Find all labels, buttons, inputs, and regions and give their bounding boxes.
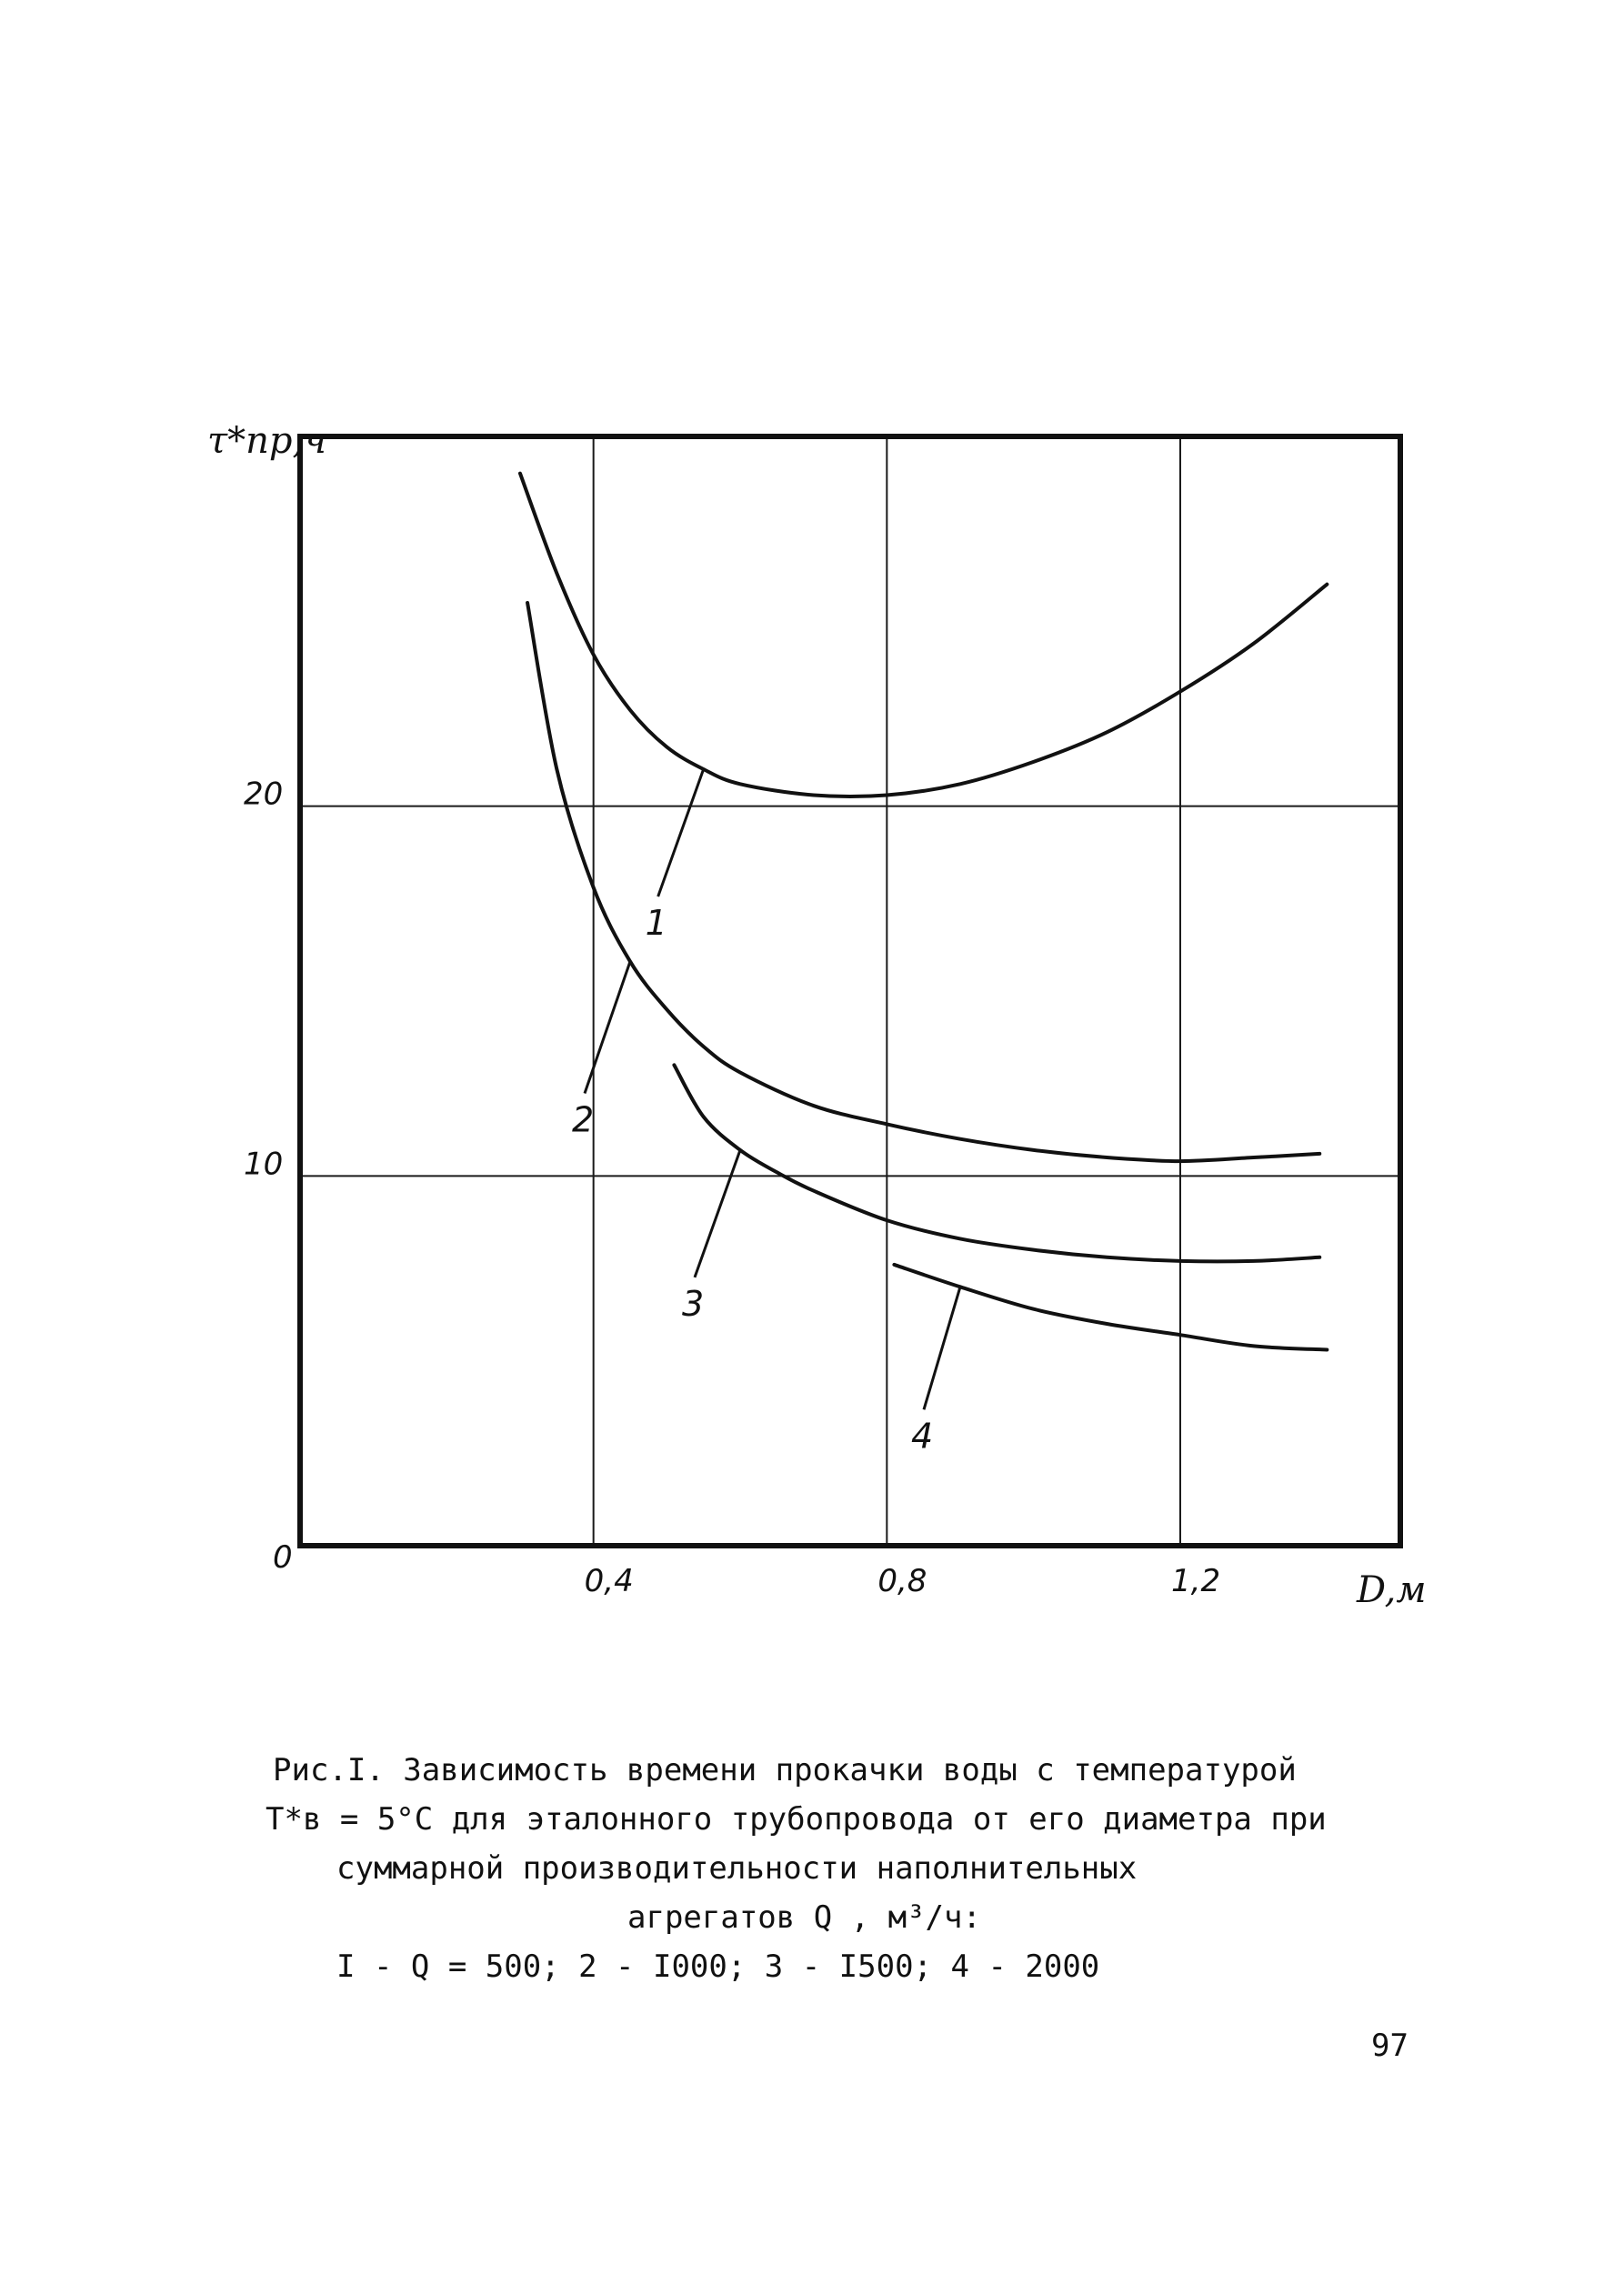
curve-label-3: 3 — [682, 1283, 705, 1324]
caption-line-1: Рис.I. Зависимость времени прокачки воды с температурой — [273, 1752, 1297, 1788]
curve-label-4: 4 — [911, 1416, 934, 1457]
series-curve-2 — [527, 603, 1319, 1161]
curve-label-2: 2 — [572, 1099, 595, 1140]
page-number: 97 — [1371, 2028, 1408, 2064]
curve-leader-4 — [924, 1287, 960, 1409]
tick-labels — [244, 776, 1220, 1599]
curve-leader-lines — [572, 769, 960, 1456]
y-tick-label-1: 0 — [273, 1539, 293, 1576]
y-axis-label: τ*пр,ч — [207, 420, 327, 462]
y-tick-label-2: 10 — [244, 1146, 284, 1183]
curve-label-1: 1 — [645, 903, 667, 943]
chart-curves — [520, 474, 1327, 1350]
y-tick-label-3: 20 — [244, 776, 284, 813]
series-curve-1 — [520, 474, 1327, 796]
caption-line-5: I - Q = 500; 2 - I000; 3 - I500; 4 - 2000 — [336, 1948, 1100, 1985]
curve-leader-2 — [585, 961, 630, 1093]
x-tick-label-1: 0,4 — [584, 1563, 634, 1599]
x-tick-label-2: 0,8 — [877, 1563, 927, 1599]
curve-leader-1 — [658, 769, 704, 897]
figure-caption — [218, 1746, 1400, 1991]
chart-grid — [300, 436, 1400, 1546]
caption-line-4: агрегатов Q , м³/ч: — [627, 1899, 981, 1936]
x-tick-label-3: 1,2 — [1171, 1563, 1221, 1599]
plot-border — [300, 436, 1400, 1546]
series-curve-4 — [894, 1265, 1327, 1350]
caption-line-2: Т*в = 5°С для эталонного трубопровода от его диаметра при — [266, 1801, 1327, 1838]
curve-leader-3 — [695, 1150, 740, 1277]
x-axis-label: D,м — [1357, 1569, 1427, 1611]
caption-line-3: суммарной производительности наполнительных — [336, 1850, 1138, 1887]
series-curve-3 — [674, 1065, 1319, 1261]
chart-frame — [300, 436, 1400, 1546]
